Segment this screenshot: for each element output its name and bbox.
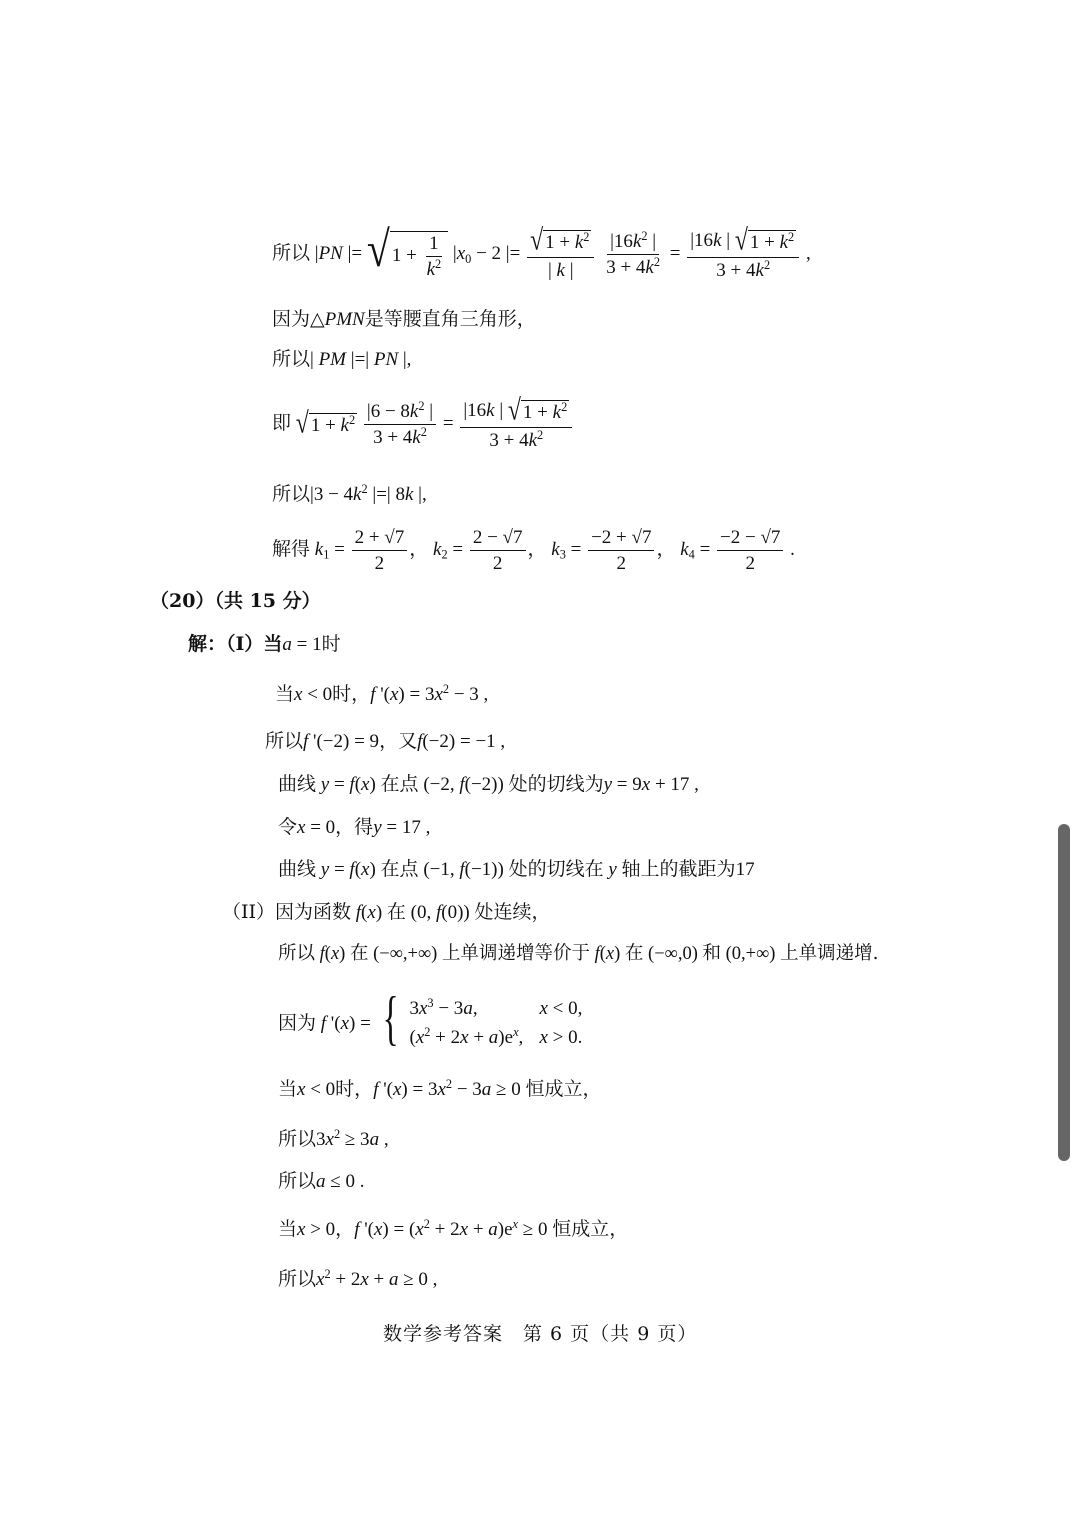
text: 在 [386, 901, 406, 923]
text-line: 令x = 0，得y = 17 , [278, 816, 431, 838]
eq-pn-length: 所以 |PN |= √ 1 + $\frac{1}{k^2}$ $|x_0 - 2$ |= √ $1 + k^2$ | k | $\frac{|16k^2 |}{3 + 4k^2}$ = |16k | √ $1 + k^2$ $3 + 4k^2$ , [272, 222, 811, 281]
text: 恒成立， [525, 1078, 602, 1100]
text: 时， [332, 683, 371, 705]
text: （II）因为函数 [222, 901, 352, 923]
text: 解得 [272, 537, 311, 560]
text: 当 [275, 683, 295, 705]
text: 处连续， [474, 901, 551, 923]
text: 在 [624, 943, 644, 964]
text-line: 所以a ≤ 0 . [278, 1170, 365, 1192]
text-line: 所以f '(−2) = 9，又f(−2) = −1 , [265, 730, 506, 752]
text: 曲线 [278, 773, 317, 795]
question-heading: （20）（共 15 分） [150, 590, 321, 612]
text: 上单调递增等价于 [441, 943, 590, 964]
sqrt: √ 1 + $\frac{1}{k^2}$ [367, 231, 448, 279]
text-line: 曲线 y = f(x) 在点 (−2, f(−2)) 处的切线为y = 9x + 17 , [278, 773, 699, 795]
eq-equal-length: 即 √ $1 + k^2$ $\frac{|6 - 8k^2 |}{3 + 4k^2}$ = |16k | √ $1 + k^2$ $3 + 4k^2$ [272, 400, 574, 450]
text-line: 所以$3x^2 \ge 3a$ , [278, 1127, 389, 1150]
text: 所以 [272, 348, 311, 370]
text: 时 [321, 633, 341, 655]
text: 因为 [272, 308, 311, 330]
text: 处的切线在 [508, 858, 604, 880]
text-line: 曲线 y = f(x) 在点 (−1, f(−1)) 处的切线在 y 轴上的截距为17 [278, 858, 755, 880]
text: 在 [349, 943, 369, 964]
text: 所以 [278, 943, 316, 964]
text-line: 所以$|3 - 4k^2$ |=| 8k |, [272, 482, 427, 505]
text: 当 [278, 1218, 298, 1240]
text-line: 所以 f(x) 在 (−∞,+∞) 上单调递增等价于 f(x) 在 (−∞,0) 和 (0,+∞) 上单调递增. [278, 943, 879, 964]
page-footer: 数学参考答案 第 6 页（共 9 页） [383, 1323, 698, 1345]
text: 所以 [278, 1170, 317, 1192]
text-line: 解：（Ⅰ）当a = 1时 [188, 633, 341, 655]
text: 和 [702, 943, 722, 964]
text-line: 当x < 0时，f '$(x) = 3x^2 - 3$ , [275, 682, 489, 705]
text-line: 当x > 0，f '$(x) = (x^2 + 2x + a)e^x \ge 0$ 恒成立， [278, 1217, 629, 1240]
math: △PMN [310, 309, 365, 330]
text: 曲线 [278, 858, 317, 880]
scrollbar-thumb[interactable] [1058, 824, 1070, 1161]
text: 解：（Ⅰ）当 [188, 633, 283, 655]
value: 17 [735, 859, 755, 880]
text: 上单调递增. [780, 943, 879, 964]
text: ，又 [379, 730, 418, 752]
eq-piecewise: 因为 f '(x) = { $3x^3 - 3a$, x < 0, $(x^2 + 2x + a)e^x$, x > 0. [278, 985, 583, 1052]
text: 在点 [380, 858, 419, 880]
text-line: （II）因为函数 f(x) 在 (0, f(0)) 处连续， [222, 901, 551, 923]
text-line: 当x < 0时，f '$(x) = 3x^2 - 3a \ge 0$ 恒成立， [278, 1077, 602, 1100]
eq-solutions: 解得 $k_1$ = $\frac{2 + √7}{2}$ ， $k_2$ = $\frac{2 - √7}{2}$ ， $k_3$ = $\frac{-2 + √7}{2}$ ， $k_4$ = $\frac{-2 - √7}{2}$ . [272, 527, 795, 574]
text: 因为 [278, 1011, 317, 1034]
text: 是等腰直角三角形， [364, 308, 536, 330]
text: 时， [335, 1078, 374, 1100]
text: 处的切线为 [508, 773, 604, 795]
text: ，得 [335, 816, 374, 838]
text: 令 [278, 816, 298, 838]
text: ， [335, 1218, 355, 1240]
text: 所以 [278, 1128, 317, 1150]
text: 轴上的截距为 [621, 858, 736, 880]
text-line [272, 310, 536, 329]
text: 恒成立， [552, 1218, 629, 1240]
text: 在点 [380, 773, 419, 795]
text: 所以 [265, 730, 304, 752]
text-line: 所以$x^2 + 2x + a \ge 0$ , [278, 1267, 438, 1290]
text: 当 [278, 1078, 298, 1100]
text: 所以 [272, 243, 311, 265]
text: 所以 [278, 1268, 317, 1290]
text: 即 [272, 412, 292, 435]
text: 所以 [272, 483, 311, 505]
text-line: 所以| PM |=| PN |, [272, 348, 412, 370]
